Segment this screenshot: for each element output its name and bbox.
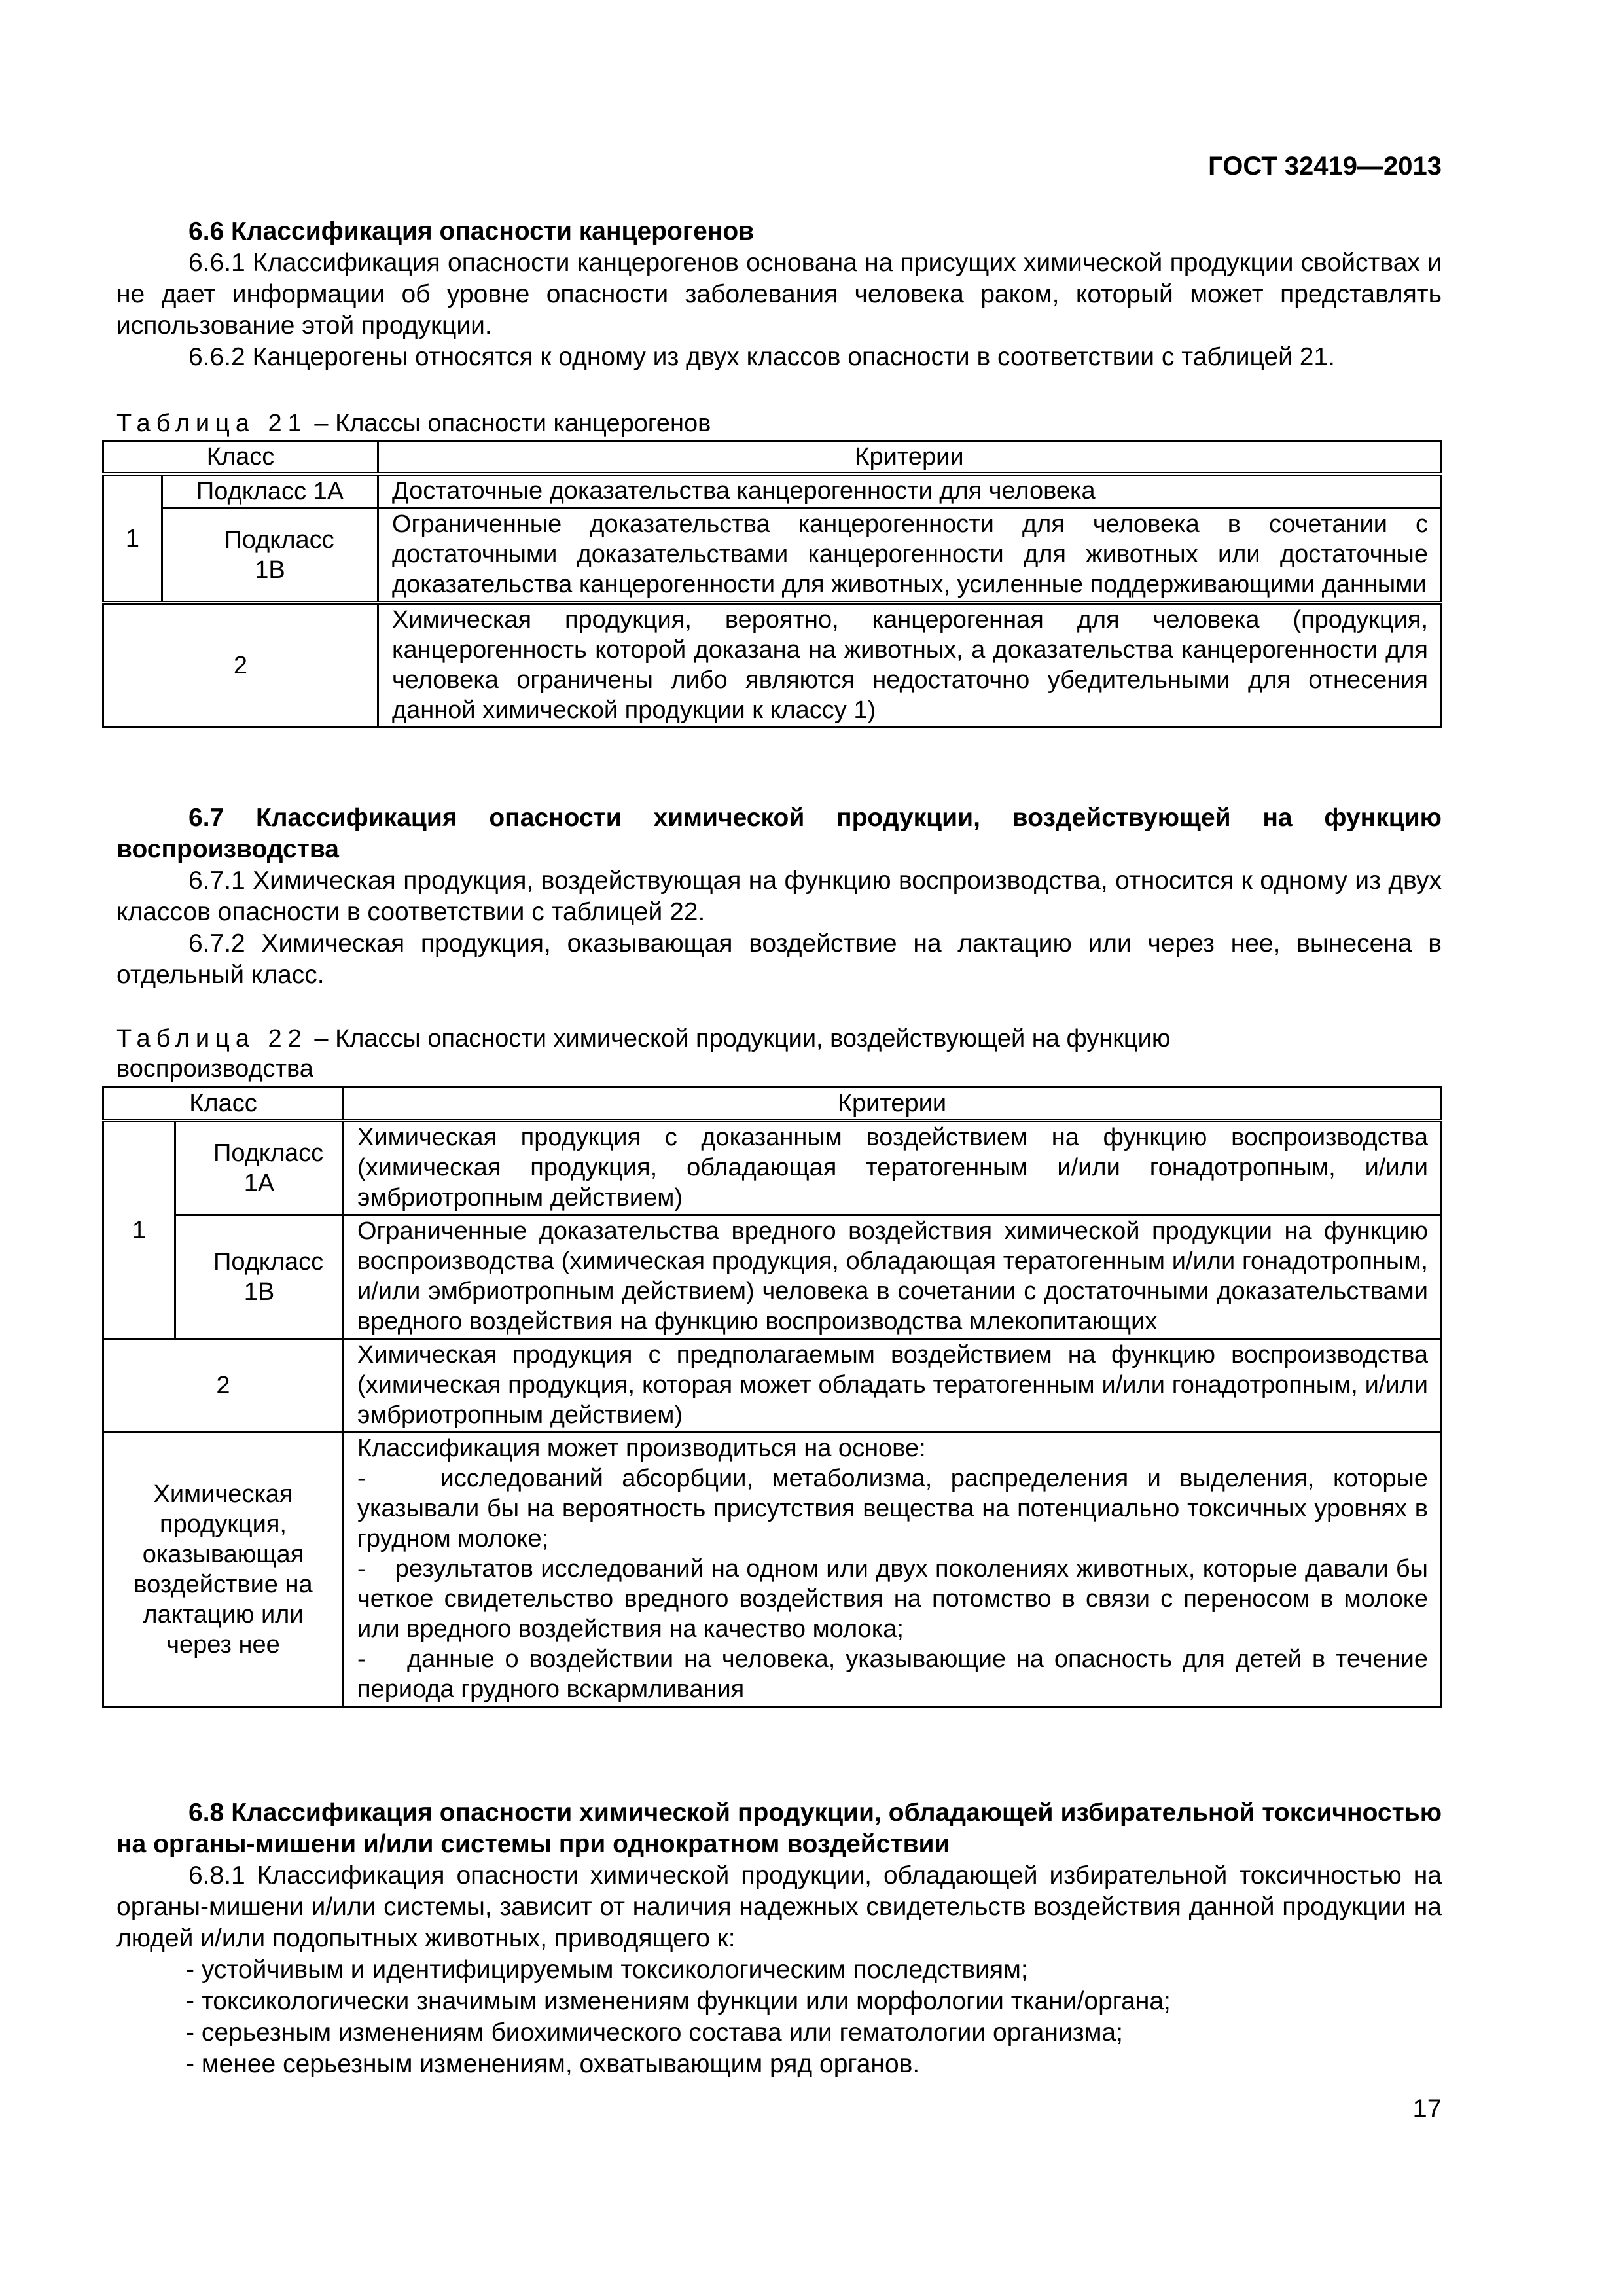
subclass-label: Подкласс 1В [224,526,334,584]
caption-text: – Классы опасности химической продукции, воздействующей на функцию воспроизводства [116,1025,1171,1083]
class-cell: 2 [103,1339,344,1433]
criteria-cell: Достаточные доказательства канцерогенности для человека [378,474,1441,509]
paragraph: 6.6.2 Канцерогены относятся к одному из двух классов опасности в соответствии с таблицей 21. [188,343,1335,371]
header-class: Класс [103,441,378,475]
section-6-7 [116,802,1442,991]
list-item: - менее серьезным изменениям, охватывающим ряд органов. [186,2049,1442,2080]
section-title: 6.7 Классификация опасности химической продукции, воздействующей на функцию воспроизводства [116,804,1442,863]
list-item: - серьезным изменениям биохимического состава или гематологии организма; [186,2017,1442,2049]
table-row [103,474,1441,509]
criteria-item: - исследований абсорбции, метаболизма, распределения и выделения, которые указывали бы на вероятность присутствия вещества на потенциально токсичных уровнях в грудном молоке; [357,1465,1428,1552]
document-page [116,0,1442,2296]
table-21-caption [116,408,711,439]
caption-text: – Классы опасности канцерогенов [307,410,711,437]
section-6-8 [116,1797,1442,2080]
header-criteria: Критерии [344,1088,1441,1121]
class-label: Химическая продукция, оказывающая воздействие на лактацию или через нее [134,1480,313,1659]
class-cell [103,1433,344,1707]
table-21 [102,440,1442,728]
header-criteria: Критерии [378,441,1441,475]
section-title: 6.8 Классификация опасности химической продукции, обладающей избирательной токсичностью на органы-мишени и/или системы при однократном воздействии [116,1799,1442,1858]
paragraph: 6.7.2 Химическая продукция, оказывающая воздействие на лактацию или через нее, вынесена в отдельный класс. [116,929,1442,989]
subclass-label: Подкласс 1В [213,1248,324,1306]
paragraph: 6.8.1 Классификация опасности химической продукции, обладающей избирательной токсичностью на органы-мишени и/или системы, зависит от наличия надежных свидетельств воздействия данной продукции на людей и/или подопытных животных, приводящего к: [116,1861,1442,1952]
criteria-item: - результатов исследований на одном или двух поколениях животных, которые давали бы четкое свидетельство вредного воздействия на потомство в связи с переносом в молоке или вредного воздействия на качество молока; [357,1555,1428,1643]
class-cell: 2 [103,603,378,728]
criteria-item-text: данные о воздействии на человека, указывающие на опасность для детей в течение периода грудного вскармливания [357,1645,1428,1703]
criteria-cell: Ограниченные доказательства канцерогенности для человека в сочетании с достаточными доказательствами канцерогенности для животных или достаточные доказательства канцерогенности для животных, усиленные поддерживающими данными [378,509,1441,603]
table-row [103,1215,1441,1339]
header-class: Класс [103,1088,344,1121]
class-cell: 1 [103,1121,175,1339]
section-6-6 [116,216,1442,373]
criteria-cell: Ограниченные доказательства вредного воздействия химической продукции на функцию воспроизводства (химическая продукция, обладающая тератогенным и/или гонадотропным, и/или эмбриотропным действием) человека в сочетании с достаточными доказательствами вредного воздействия на функцию воспроизводства млекопитающих [344,1215,1441,1339]
table-header-row [103,1088,1441,1121]
criteria-item: - данные о воздействии на человека, указывающие на опасность для детей в течение периода грудного вскармливания [357,1645,1428,1703]
caption-label: Таблица 21 [116,410,308,437]
paragraph: 6.6.1 Классификация опасности канцерогенов основана на присущих химической продукции свойствах и не дает информации об уровне опасности заболевания человека раком, который может представлять использование этой продукции. [116,249,1442,340]
criteria-cell: Химическая продукция с предполагаемым воздействием на функцию воспроизводства (химическая продукция, которая может обладать тератогенным и/или гонадотропным, и/или эмбриотропным действием) [344,1339,1441,1433]
document-code: ГОСТ 32419—2013 [1208,152,1442,181]
section-title: 6.6 Классификация опасности канцерогенов [188,217,755,245]
subclass-cell [175,1215,344,1339]
paragraph: 6.7.1 Химическая продукция, воздействующая на функцию воспроизводства, относится к одному из двух классов опасности в соответствии с таблицей 22. [116,867,1442,926]
table-row [103,1339,1441,1433]
subclass-label: Подкласс 1А [213,1139,324,1197]
consequence-list [116,1954,1442,2080]
criteria-item-text: результатов исследований на одном или двух поколениях животных, которые давали бы четкое свидетельство вредного воздействия на потомство в связи с переносом в молоке или вредного воздействия на качество молока; [357,1555,1428,1643]
criteria-item-text: исследований абсорбции, метаболизма, распределения и выделения, которые указывали бы на вероятность присутствия вещества на потенциально токсичных уровнях в грудном молоке; [357,1465,1428,1552]
table-row [103,603,1441,728]
list-item: - токсикологически значимым изменениям функции или морфологии ткани/органа; [186,1986,1442,2017]
table-row [103,1121,1441,1215]
page-number: 17 [1412,2094,1442,2123]
list-item: - устойчивым и идентифицируемым токсикологическим последствиям; [186,1954,1442,1986]
table-row [103,1433,1441,1707]
subclass-cell [162,509,378,603]
class-cell: 1 [103,474,162,603]
caption-label: Таблица 22 [116,1025,308,1052]
table-22 [102,1086,1442,1708]
criteria-intro: Классификация может производиться на основе: [357,1435,926,1462]
table-header-row [103,441,1441,475]
criteria-cell: Химическая продукция, вероятно, канцерогенная для человека (продукция, канцерогенность которой доказана на животных, а доказательства канцерогенности для человека ограничены либо являются недостаточно убедительными для отнесения данной химической продукции к классу 1) [378,603,1441,728]
subclass-cell: Подкласс 1А [162,474,378,509]
subclass-cell [175,1121,344,1215]
criteria-cell: Химическая продукция с доказанным воздействием на функцию воспроизводства (химическая продукция, обладающая тератогенным и/или гонадотропным, и/или эмбриотропным действием) [344,1121,1441,1215]
table-row [103,509,1441,603]
table-22-caption [116,1024,1327,1084]
criteria-cell [344,1433,1441,1707]
